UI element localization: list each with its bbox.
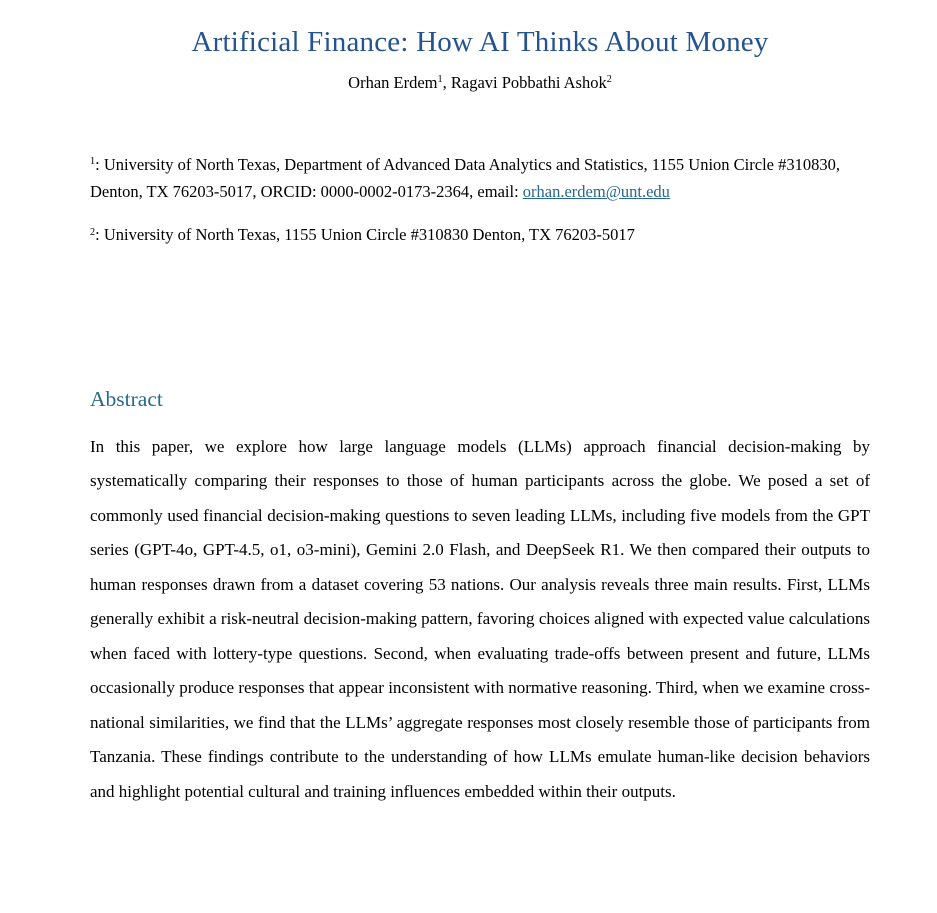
affiliation-1-text: : University of North Texas, Department of Advanced Data Analytics and Statistics, 1155 Union Circle #310830, Denton, TX 76203-5017, ORCID: 0000-0002-0173-2364, email:	[90, 155, 840, 202]
affiliation-1-mark: 1	[90, 156, 96, 168]
abstract-text: In this paper, we explore how large language models (LLMs) approach financial decision-making by systematically comparing their responses to those of human participants across the globe. We posed a set of commonly used financial decision-making questions to seven leading LLMs, including five models from the GPT series (GPT-4o, GPT-4.5, o1, o3-mini), Gemini 2.0 Flash, and DeepSeek R1. We then compared their outputs to human responses drawn from a dataset covering 53 nations. Our analysis reveals three main results. First, LLMs generally exhibit a risk-neutral decision-making pattern, favoring choices aligned with expected value calculations when faced with lottery-type questions. Second, when evaluating trade-offs between present and future, LLMs occasionally produce responses that appear inconsistent with normative reasoning. Third, when we examine cross-national similarities, we find that the LLMs’ aggregate responses most closely resemble those of participants from Tanzania. These findings contribute to the understanding of how LLMs emulate human-like decision behaviors and highlight potential cultural and training influences embedded within their outputs.	[90, 436, 870, 801]
affiliation-2-text: : University of North Texas, 1155 Union Circle #310830 Denton, TX 76203-5017	[95, 225, 635, 245]
authors-line	[90, 73, 870, 93]
author-2-name: Ragavi Pobbathi Ashok	[450, 73, 607, 92]
abstract-heading: Abstract	[90, 386, 163, 411]
author-1-name: Orhan Erdem	[348, 73, 438, 92]
paper-title: Artificial Finance: How AI Thinks About Money	[191, 26, 769, 58]
affiliations-block	[90, 151, 870, 249]
paper-page	[90, 0, 870, 809]
email-link[interactable]: orhan.erdem@unt.edu	[522, 182, 670, 202]
author-2-affiliation-mark: 2	[606, 74, 612, 86]
author-separator: ,	[442, 73, 451, 92]
affiliation-2-mark: 2	[90, 226, 96, 238]
affiliation-2	[90, 221, 870, 248]
author-1-affiliation-mark: 1	[437, 74, 443, 86]
affiliation-1	[90, 151, 870, 205]
